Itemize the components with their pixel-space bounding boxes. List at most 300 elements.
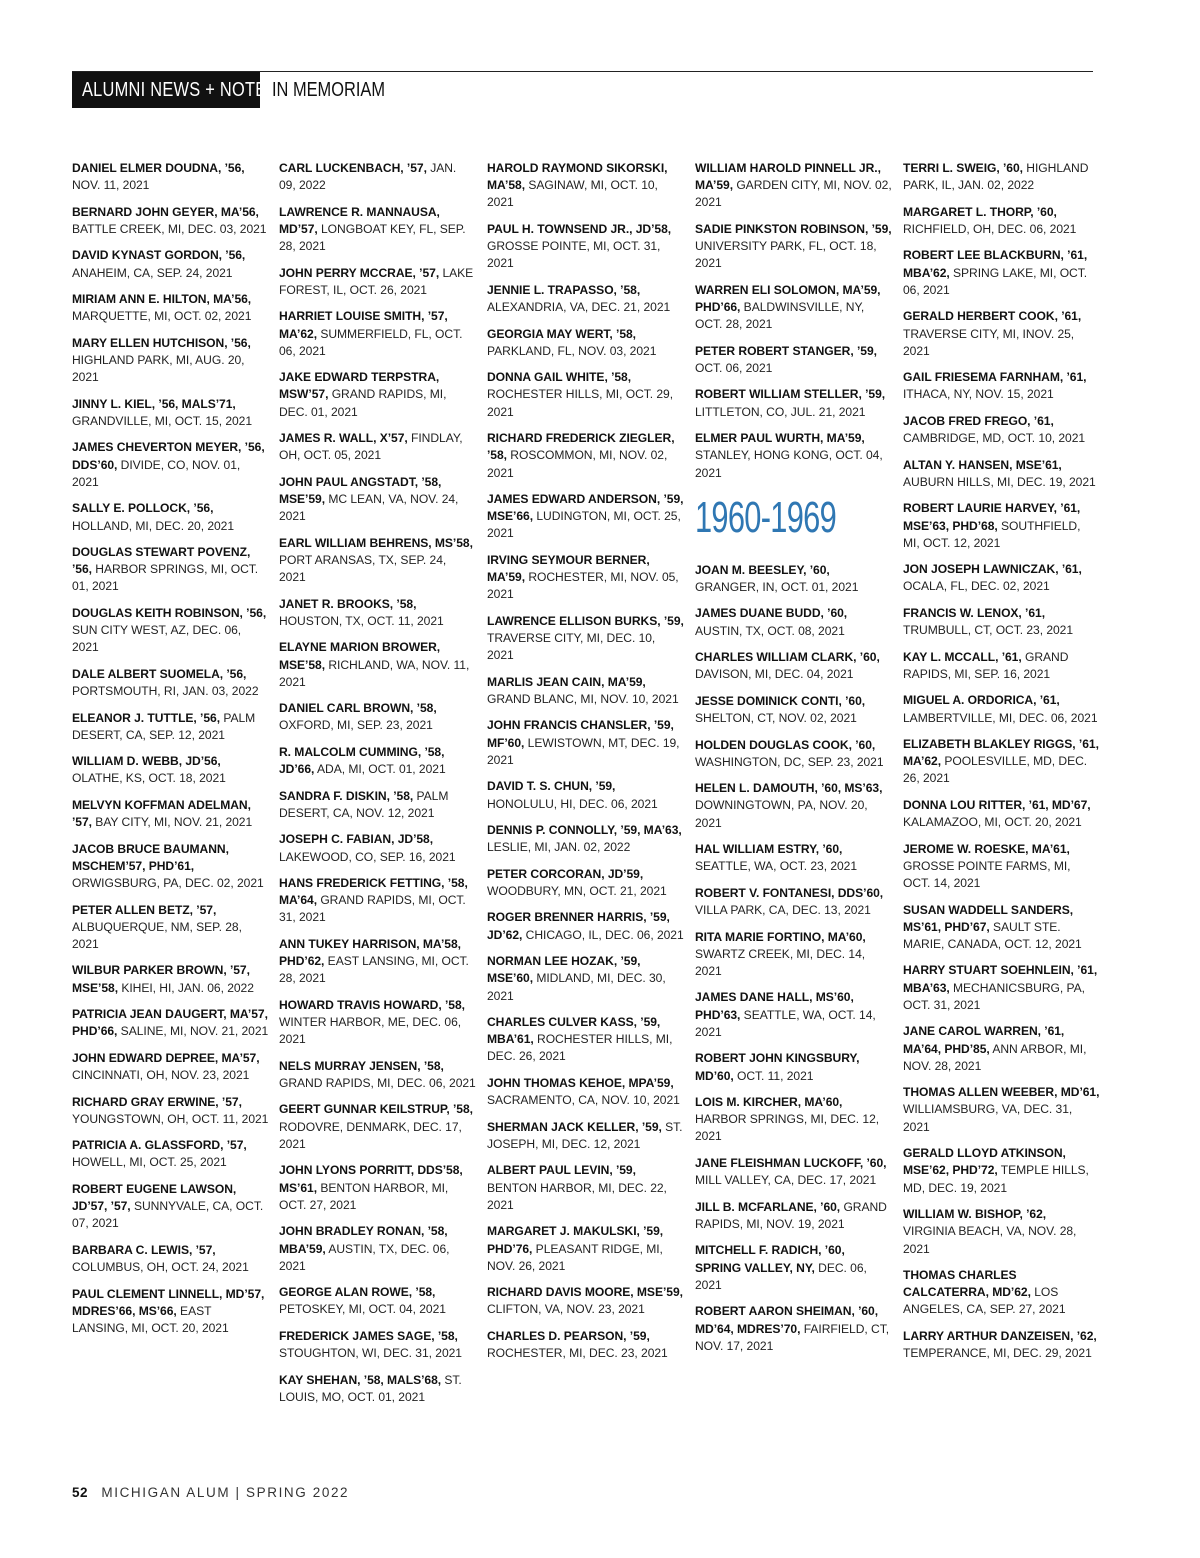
obituary-entry [72, 902, 269, 954]
obituary-name: HELEN L. DAMOUTH, ’60, MS’63, [695, 781, 883, 796]
obituary-entry [487, 326, 684, 360]
obituary-detail: GROSSE POINTE, MI, OCT. 31, 2021 [487, 239, 661, 271]
obituary-name: JACOB FRED FREGO, ’61, [903, 413, 1054, 428]
obituary-detail: SUN CITY WEST, AZ, DEC. 06, 2021 [72, 623, 242, 655]
obituary-name: GAIL FRIESEMA FARNHAM, ’61, [903, 370, 1087, 385]
obituary-entry [695, 221, 892, 273]
obituary-detail: SHELTON, CT, NOV. 02, 2021 [695, 711, 857, 726]
obituary-detail: SAGINAW, MI, OCT. 10, 2021 [487, 178, 658, 210]
obituary-name: HARRY STUART SOEHNLEIN, ’61, MBA’63, [903, 963, 1098, 995]
obituary-entry [487, 221, 684, 273]
obituary-detail: COLUMBUS, OH, OCT. 24, 2021 [72, 1260, 249, 1275]
obituary-detail: ADA, MI, OCT. 01, 2021 [317, 762, 446, 777]
column-2 [279, 160, 476, 1415]
obituary-detail: SAULT STE. MARIE, CANADA, OCT. 12, 2021 [903, 919, 1082, 951]
obituary-entry [487, 1075, 684, 1109]
obituary-entry [695, 693, 892, 727]
obituary-entry [279, 474, 476, 526]
obituary-name: DAVID KYNAST GORDON, ’56, [72, 248, 246, 263]
obituary-entry [903, 413, 1100, 447]
obituary-name: RITA MARIE FORTINO, MA’60, [695, 929, 866, 944]
obituary-entry [695, 1155, 892, 1189]
obituary-entry [903, 902, 1100, 954]
obituary-entry [695, 1242, 892, 1294]
obituary-name: MARGARET L. THORP, ’60, [903, 204, 1057, 219]
obituary-name: JOHN THOMAS KEHOE, MPA’59, [487, 1075, 674, 1090]
obituary-detail: AUBURN HILLS, MI, DEC. 19, 2021 [903, 474, 1096, 489]
obituary-entry [279, 1058, 476, 1092]
decade-heading: 1960-1969 [695, 492, 836, 542]
obituary-entry [487, 1328, 684, 1362]
obituary-name: HAROLD RAYMOND SIKORSKI, MA’58, [487, 161, 668, 193]
obituary-name: DONNA GAIL WHITE, ’58, [487, 370, 632, 385]
obituary-name: DENNIS P. CONNOLLY, ’59, MA’63, [487, 823, 682, 838]
obituary-name: JAMES R. WALL, X’57, [279, 431, 408, 446]
obituary-detail: GROSSE POINTE FARMS, MI, OCT. 14, 2021 [903, 858, 1071, 891]
obituary-entry [903, 736, 1100, 788]
obituary-detail: EAST LANSING, MI, OCT. 20, 2021 [72, 1303, 229, 1335]
obituary-entry [72, 1006, 269, 1040]
obituary-entry [695, 929, 892, 981]
section-title-text: IN MEMORIAM [272, 79, 385, 101]
obituary-name: CHARLES WILLIAM CLARK, ’60, [695, 650, 880, 665]
obituary-detail: BALDWINSVILLE, NY, OCT. 28, 2021 [695, 300, 865, 332]
obituary-detail: RICHFIELD, OH, DEC. 06, 2021 [903, 221, 1077, 236]
obituary-detail: GARDEN CITY, MI, NOV. 02, 2021 [695, 178, 892, 210]
obituary-name: IRVING SEYMOUR BERNER, MA’59, [487, 552, 650, 585]
obituary-name: SHERMAN JACK KELLER, ’59, [487, 1119, 662, 1134]
obituary-detail: ITHACA, NY, NOV. 15, 2021 [903, 387, 1054, 402]
obituary-name: RICHARD FREDERICK ZIEGLER, ’58, [487, 431, 675, 463]
obituary-entry [903, 1023, 1100, 1075]
obituary-entry [695, 780, 892, 832]
obituary-entry [487, 613, 684, 665]
obituary-name: JILL B. MCFARLANE, ’60, [695, 1199, 841, 1214]
obituary-detail: YOUNGSTOWN, OH, OCT. 11, 2021 [72, 1111, 269, 1126]
obituary-entry [72, 962, 269, 996]
obituary-name: LOIS M. KIRCHER, MA’60, [695, 1095, 843, 1110]
obituary-entry [72, 204, 269, 238]
obituary-entry [487, 778, 684, 812]
obituary-entry [487, 1119, 684, 1153]
obituary-name: THOMAS ALLEN WEEBER, MD’61, [903, 1085, 1100, 1100]
obituary-entry [695, 885, 892, 919]
obituary-entry [487, 491, 684, 543]
obituary-detail: ST. LOUIS, MO, OCT. 01, 2021 [279, 1372, 462, 1404]
obituary-name: GEORGE ALAN ROWE, ’58, [279, 1285, 436, 1300]
obituary-entry [72, 335, 269, 387]
obituary-detail: GRAND RAPIDS, MI, DEC. 06, 2021 [279, 1075, 476, 1090]
obituary-entry [903, 1145, 1100, 1197]
obituary-detail: OXFORD, MI, SEP. 23, 2021 [279, 718, 433, 733]
obituary-detail: AUSTIN, TX, OCT. 08, 2021 [695, 623, 845, 638]
obituary-entry [487, 1014, 684, 1066]
page-footer [72, 1485, 349, 1500]
obituary-entry [903, 500, 1100, 552]
obituary-entry [72, 1286, 269, 1338]
obituary-detail: PARKLAND, FL, NOV. 03, 2021 [487, 343, 657, 358]
obituary-name: CARL LUCKENBACH, ’57, [279, 161, 427, 175]
obituary-detail: ROCHESTER HILLS, MI, OCT. 29, 2021 [487, 387, 674, 419]
obituary-name: JON JOSEPH LAWNICZAK, ’61, [903, 562, 1082, 577]
obituary-name: JOHN PERRY MCCRAE, ’57, [279, 265, 440, 280]
obituary-entry [903, 649, 1100, 683]
obituary-detail: GRANGER, IN, OCT. 01, 2021 [695, 579, 859, 594]
obituary-name: HAL WILLIAM ESTRY, ’60, [695, 842, 843, 857]
obituary-name: MARGARET J. MAKULSKI, ’59, PHD’76, [487, 1224, 664, 1256]
obituary-entry [279, 744, 476, 778]
obituary-entry [72, 500, 269, 534]
obituary-name: KAY L. MCCALL, ’61, [903, 649, 1022, 664]
obituary-detail: CINCINNATI, OH, NOV. 23, 2021 [72, 1068, 250, 1083]
obituary-entry [72, 396, 269, 430]
obituary-entry [487, 674, 684, 708]
obituary-detail: MIDLAND, MI, DEC. 30, 2021 [487, 971, 666, 1003]
obituary-detail: LONGBOAT KEY, FL, SEP. 28, 2021 [279, 221, 466, 254]
obituary-entry [487, 369, 684, 421]
obituary-detail: PLEASANT RIDGE, MI, NOV. 26, 2021 [487, 1241, 663, 1273]
obituary-entry [72, 1181, 269, 1233]
obituary-entry [695, 989, 892, 1041]
obituary-name: ROBERT AARON SHEIMAN, ’60, MD’64, MDRES’70, [695, 1304, 879, 1336]
obituary-entry [903, 1328, 1100, 1362]
obituary-name: MARLIS JEAN CAIN, MA’59, [487, 674, 646, 689]
obituary-entry [695, 1199, 892, 1233]
obituary-detail: WOODBURY, MN, OCT. 21, 2021 [487, 883, 667, 898]
obituary-detail: HOLLAND, MI, DEC. 20, 2021 [72, 518, 235, 533]
obituary-name: EARL WILLIAM BEHRENS, MS’58, [279, 535, 473, 550]
obituary-entry [72, 160, 269, 194]
obituary-entry [279, 369, 476, 421]
obituary-entry [487, 717, 684, 769]
obituary-detail: CLIFTON, VA, NOV. 23, 2021 [487, 1302, 645, 1317]
obituary-name: JAMES DUANE BUDD, ’60, [695, 606, 848, 621]
obituary-detail: PORT ARANSAS, TX, SEP. 24, 2021 [279, 552, 447, 585]
obituary-name: JOHN LYONS PORRITT, DDS’58, MS’61, [279, 1163, 463, 1195]
obituary-name: SALLY E. POLLOCK, ’56, [72, 501, 214, 516]
obituary-detail: OCALA, FL, DEC. 02, 2021 [903, 579, 1050, 594]
obituary-detail: PETOSKEY, MI, OCT. 04, 2021 [279, 1302, 446, 1317]
obituary-entry [903, 308, 1100, 360]
obituary-name: JOHN EDWARD DEPREE, MA’57, [72, 1050, 260, 1065]
obituary-detail: SWARTZ CREEK, MI, DEC. 14, 2021 [695, 946, 866, 978]
obituary-name: DOUGLAS KEITH ROBINSON, ’56, [72, 605, 267, 620]
obituary-name: PETER ALLEN BETZ, ’57, [72, 902, 217, 917]
obituary-detail: VILLA PARK, CA, DEC. 13, 2021 [695, 903, 871, 918]
obituary-name: MITCHELL F. RADICH, ’60, SPRING VALLEY, NY, [695, 1243, 845, 1275]
obituary-detail: LITTLETON, CO, JUL. 21, 2021 [695, 404, 866, 419]
obituary-detail: OCT. 06, 2021 [695, 360, 773, 375]
obituary-entry [903, 692, 1100, 726]
obituary-entry [279, 1284, 476, 1318]
obituary-entry [903, 605, 1100, 639]
obituary-detail: FAIRFIELD, CT, NOV. 17, 2021 [695, 1321, 890, 1353]
obituary-detail: GRAND RAPIDS, MI, NOV. 19, 2021 [695, 1199, 887, 1231]
obituary-name: JOAN M. BEESLEY, ’60, [695, 562, 830, 577]
obituary-name: WILLIAM D. WEBB, JD’56, [72, 754, 221, 769]
obituary-name: RICHARD GRAY ERWINE, ’57, [72, 1094, 242, 1109]
obituary-detail: PORTSMOUTH, RI, JAN. 03, 2022 [72, 684, 259, 699]
obituary-name: ELMER PAUL WURTH, MA’59, [695, 431, 865, 446]
obituary-entry [903, 1267, 1100, 1319]
obituary-detail: TRUMBULL, CT, OCT. 23, 2021 [903, 623, 1074, 638]
obituary-name: MARY ELLEN HUTCHISON, ’56, [72, 335, 251, 350]
obituary-detail: BAY CITY, MI, NOV. 21, 2021 [95, 815, 253, 830]
obituary-detail: ST. JOSEPH, MI, DEC. 12, 2021 [487, 1119, 683, 1151]
obituary-entry [695, 605, 892, 639]
obituary-entry [903, 457, 1100, 491]
section-label [72, 72, 278, 108]
obituary-name: ALBERT PAUL LEVIN, ’59, [487, 1163, 636, 1178]
obituary-name: JOSEPH C. FABIAN, JD’58, [279, 832, 434, 847]
obituary-entry [72, 753, 269, 787]
obituary-detail: HARBOR SPRINGS, MI, DEC. 12, 2021 [695, 1112, 880, 1144]
obituary-detail: TEMPERANCE, MI, DEC. 29, 2021 [903, 1346, 1092, 1361]
obituary-entry [695, 841, 892, 875]
obituary-detail: JAN. 09, 2022 [279, 161, 457, 193]
obituary-entry [903, 1206, 1100, 1258]
obituary-name: LARRY ARTHUR DANZEISEN, ’62, [903, 1328, 1097, 1343]
obituary-detail: LEWISTOWN, MT, DEC. 19, 2021 [487, 735, 680, 767]
obituary-name: SADIE PINKSTON ROBINSON, ’59, [695, 221, 892, 236]
obituary-detail: MC LEAN, VA, NOV. 24, 2021 [279, 492, 459, 524]
obituary-name: ELEANOR J. TUTTLE, ’56, [72, 710, 221, 725]
obituary-name: BARBARA C. LEWIS, ’57, [72, 1242, 216, 1257]
obituary-entry [903, 841, 1100, 893]
column-3 [487, 160, 684, 1372]
obituary-name: ROBERT LEE BLACKBURN, ’61, MBA’62, [903, 248, 1088, 280]
obituary-detail: CHICAGO, IL, DEC. 06, 2021 [525, 927, 684, 942]
obituary-name: NELS MURRAY JENSEN, ’58, [279, 1058, 444, 1073]
obituary-entry [487, 1162, 684, 1214]
obituary-name: DOUGLAS STEWART POVENZ, ’56, [72, 545, 251, 577]
obituary-name: GERALD HERBERT COOK, ’61, [903, 309, 1082, 324]
obituary-entry [487, 866, 684, 900]
obituary-detail: OCT. 11, 2021 [737, 1068, 814, 1083]
obituary-name: KAY SHEHAN, ’58, MALS’68, [279, 1372, 442, 1387]
obituary-detail: WINTER HARBOR, ME, DEC. 06, 2021 [279, 1015, 462, 1047]
obituary-detail: DAVISON, MI, DEC. 04, 2021 [695, 667, 854, 682]
obituary-name: JENNIE L. TRAPASSO, ’58, [487, 282, 641, 297]
obituary-detail: ANN ARBOR, MI, NOV. 28, 2021 [903, 1041, 1087, 1073]
obituary-name: WILLIAM W. BISHOP, ’62, [903, 1207, 1047, 1222]
obituary-detail: GRAND RAPIDS, MI, OCT. 31, 2021 [279, 893, 466, 925]
obituary-name: MIRIAM ANN E. HILTON, MA’56, [72, 292, 252, 307]
section-label-text: ALUMNI NEWS + NOTES [82, 79, 278, 101]
obituary-entry [279, 1101, 476, 1153]
obituary-detail: ROCHESTER, MI, NOV. 05, 2021 [487, 570, 679, 602]
obituary-entry [903, 797, 1100, 831]
obituary-name: GEERT GUNNAR KEILSTRUP, ’58, [279, 1102, 473, 1117]
obituary-name: JEROME W. ROESKE, MA’61, [903, 841, 1070, 856]
obituary-detail: HOWELL, MI, OCT. 25, 2021 [72, 1155, 227, 1170]
obituary-entry [72, 1242, 269, 1276]
obituary-detail: UNIVERSITY PARK, FL, OCT. 18, 2021 [695, 239, 877, 271]
obituary-entry [487, 1284, 684, 1318]
obituary-detail: LAKEWOOD, CO, SEP. 16, 2021 [279, 849, 456, 864]
obituary-entry [487, 1223, 684, 1275]
obituary-entry [487, 822, 684, 856]
obituary-name: WARREN ELI SOLOMON, MA’59, PHD’66, [695, 282, 881, 315]
obituary-detail: SUMMERFIELD, FL, OCT. 06, 2021 [279, 326, 463, 358]
obituary-name: HOLDEN DOUGLAS COOK, ’60, [695, 737, 876, 752]
obituary-detail: STOUGHTON, WI, DEC. 31, 2021 [279, 1346, 462, 1361]
obituary-name: JOHN BRADLEY RONAN, ’58, MBA’59, [279, 1224, 448, 1256]
obituary-name: ROBERT LAURIE HARVEY, ’61, MSE’63, PHD’68, [903, 501, 1081, 533]
obituary-name: BERNARD JOHN GEYER, MA’56, [72, 204, 259, 219]
obituary-entry [695, 160, 892, 212]
obituary-entry [695, 562, 892, 596]
obituary-detail: OLATHE, KS, OCT. 18, 2021 [72, 771, 226, 786]
obituary-detail: CAMBRIDGE, MD, OCT. 10, 2021 [903, 431, 1086, 446]
obituary-entry [279, 204, 476, 256]
obituary-detail: KALAMAZOO, MI, OCT. 20, 2021 [903, 815, 1082, 830]
obituary-name: ROBERT WILLIAM STELLER, ’59, [695, 387, 886, 402]
obituary-detail: SUNNYVALE, CA, OCT. 07, 2021 [72, 1199, 264, 1231]
obituary-name: JANET R. BROOKS, ’58, [279, 596, 417, 611]
obituary-detail: SOUTHFIELD, MI, OCT. 12, 2021 [903, 518, 1081, 550]
obituary-detail: SEATTLE, WA, OCT. 14, 2021 [695, 1007, 876, 1039]
obituary-name: HARRIET LOUISE SMITH, ’57, MA’62, [279, 309, 448, 341]
obituary-detail: LAKE FOREST, IL, OCT. 26, 2021 [279, 265, 474, 297]
obituary-name: JANE FLEISHMAN LUCKOFF, ’60, [695, 1155, 887, 1170]
obituary-name: GERALD LLOYD ATKINSON, MSE’62, PHD’72, [903, 1146, 1066, 1178]
obituary-name: NORMAN LEE HOZAK, ’59, MSE’60, [487, 954, 641, 986]
obituary-detail: LAMBERTVILLE, MI, DEC. 06, 2021 [903, 710, 1098, 725]
obituary-entry [279, 535, 476, 587]
obituary-name: DALE ALBERT SUOMELA, ’56, [72, 666, 247, 681]
obituary-name: JACOB BRUCE BAUMANN, MSCHEM’57, PHD’61, [72, 841, 229, 873]
obituary-name: ELAYNE MARION BROWER, MSE’58, [279, 640, 441, 672]
obituary-detail: KIHEI, HI, JAN. 06, 2022 [121, 980, 254, 995]
obituary-entry [279, 308, 476, 360]
obituary-entry [279, 1328, 476, 1362]
obituary-detail: MARQUETTE, MI, OCT. 02, 2021 [72, 309, 252, 324]
obituary-name: DANIEL ELMER DOUDNA, ’56, [72, 161, 245, 175]
obituary-detail: GRAND RAPIDS, MI, DEC. 01, 2021 [279, 387, 447, 419]
obituary-detail: DEC. 06, 2021 [695, 1260, 867, 1292]
obituary-entry [695, 1094, 892, 1146]
page-number: 52 [72, 1485, 89, 1500]
obituary-detail: VIRGINIA BEACH, VA, NOV. 28, 2021 [903, 1224, 1077, 1256]
obituary-name: R. MALCOLM CUMMING, ’58, JD’66, [279, 744, 445, 777]
obituary-name: DONNA LOU RITTER, ’61, MD’67, [903, 797, 1091, 812]
obituary-name: JOHN PAUL ANGSTADT, ’58, MSE’59, [279, 474, 442, 507]
obituary-entry [487, 160, 684, 212]
obituary-entry [279, 1372, 476, 1406]
obituary-detail: TRAVERSE CITY, MI, DEC. 10, 2021 [487, 631, 656, 663]
obituary-entry [72, 1094, 269, 1128]
obituary-entry [903, 160, 1100, 194]
obituary-entry [279, 936, 476, 988]
obituary-detail: ROCHESTER HILLS, MI, DEC. 26, 2021 [487, 1032, 673, 1064]
obituary-entry [695, 282, 892, 334]
obituary-name: JAMES DANE HALL, MS’60, PHD’63, [695, 990, 854, 1022]
obituary-detail: ROSCOMMON, MI, NOV. 02, 2021 [487, 448, 668, 480]
obituary-entry [72, 544, 269, 596]
obituary-entry [695, 1303, 892, 1355]
obituary-name: FREDERICK JAMES SAGE, ’58, [279, 1328, 458, 1343]
obituary-name: ROBERT EUGENE LAWSON, JD’57, ’57, [72, 1181, 237, 1214]
obituary-detail: BENTON HARBOR, MI, OCT. 27, 2021 [279, 1180, 449, 1212]
obituary-entry [695, 386, 892, 420]
obituary-name: WILLIAM HAROLD PINNELL JR., MA’59, [695, 161, 881, 193]
column-1 [72, 160, 269, 1347]
obituary-name: ALTAN Y. HANSEN, MSE’61, [903, 457, 1062, 472]
obituary-entry [903, 204, 1100, 238]
obituary-detail: TEMPLE HILLS, MD, DEC. 19, 2021 [903, 1163, 1089, 1195]
obituary-name: JINNY L. KIEL, ’56, MALS’71, [72, 396, 236, 411]
obituary-name: LAWRENCE R. MANNAUSA, MD’57, [279, 204, 440, 236]
obituary-name: JESSE DOMINICK CONTI, ’60, [695, 693, 866, 708]
obituary-detail: STANLEY, HONG KONG, OCT. 04, 2021 [695, 448, 883, 480]
obituary-entry [279, 788, 476, 822]
obituary-entry [72, 605, 269, 657]
obituary-entry [903, 247, 1100, 299]
publication-name: MICHIGAN ALUM | SPRING 2022 [101, 1485, 350, 1500]
obituary-detail: WILLIAMSBURG, VA, DEC. 31, 2021 [903, 1102, 1073, 1134]
obituary-name: CHARLES D. PEARSON, ’59, [487, 1328, 650, 1343]
obituary-name: JANE CAROL WARREN, ’61, MA’64, PHD’85, [903, 1024, 1065, 1056]
obituary-detail: ANAHEIM, CA, SEP. 24, 2021 [72, 265, 233, 280]
obituary-entry [279, 1162, 476, 1214]
column-4-entries [695, 160, 892, 482]
obituary-entry [903, 369, 1100, 403]
obituary-detail: ROCHESTER, MI, DEC. 23, 2021 [487, 1346, 668, 1361]
obituary-entry [72, 841, 269, 893]
obituary-name: THOMAS CHARLES CALCATERRA, MD’62, [903, 1268, 1031, 1300]
obituary-entry [279, 875, 476, 927]
obituary-detail: PALM DESERT, CA, NOV. 12, 2021 [279, 788, 449, 820]
obituary-entry [903, 962, 1100, 1014]
obituary-entry [72, 439, 269, 491]
obituary-entry [72, 797, 269, 831]
obituary-detail: HIGHLAND PARK, MI, AUG. 20, 2021 [72, 353, 245, 385]
obituary-entry [279, 160, 476, 194]
obituary-entry [695, 343, 892, 377]
obituary-name: JAMES CHEVERTON MEYER, ’56, DDS’60, [72, 440, 265, 472]
obituary-detail: BATTLE CREEK, MI, DEC. 03, 2021 [72, 221, 267, 236]
obituary-entry [903, 561, 1100, 595]
obituary-name: PAUL CLEMENT LINNELL, MD’57, MDRES’66, MS’66, [72, 1286, 265, 1318]
obituary-detail: MILL VALLEY, CA, DEC. 17, 2021 [695, 1173, 877, 1188]
obituary-name: HOWARD TRAVIS HOWARD, ’58, [279, 997, 465, 1012]
obituary-name: DANIEL CARL BROWN, ’58, [279, 701, 437, 716]
obituary-name: RICHARD DAVIS MOORE, MSE’59, [487, 1285, 683, 1300]
obituary-detail: WASHINGTON, DC, SEP. 23, 2021 [695, 754, 884, 769]
obituary-entry [487, 909, 684, 943]
obituary-entry [279, 596, 476, 630]
obituary-detail: GRANDVILLE, MI, OCT. 15, 2021 [72, 413, 253, 428]
obituary-detail: MECHANICSBURG, PA, OCT. 31, 2021 [903, 980, 1085, 1012]
obituary-entry [487, 282, 684, 316]
column-4 [695, 160, 892, 1364]
obituary-entry [903, 1084, 1100, 1136]
obituary-detail: TRAVERSE CITY, MI, INOV. 25, 2021 [903, 326, 1075, 358]
obituary-detail: SACRAMENTO, CA, NOV. 10, 2021 [487, 1093, 680, 1108]
obituary-entry [72, 1137, 269, 1171]
obituary-detail: FINDLAY, OH, OCT. 05, 2021 [279, 431, 463, 463]
obituary-detail: HIGHLAND PARK, IL, JAN. 02, 2022 [903, 161, 1089, 193]
obituary-name: SUSAN WADDELL SANDERS, MS’61, PHD’67, [903, 902, 1074, 934]
obituary-entry [72, 1050, 269, 1084]
obituary-detail: LUDINGTON, MI, OCT. 25, 2021 [487, 509, 681, 541]
obituary-name: PETER CORCORAN, JD’59, [487, 866, 644, 881]
obituary-name: LAWRENCE ELLISON BURKS, ’59, [487, 613, 684, 628]
obituary-name: PAUL H. TOWNSEND JR., JD’58, [487, 221, 672, 236]
obituary-entry [279, 997, 476, 1049]
section-title [272, 72, 410, 108]
